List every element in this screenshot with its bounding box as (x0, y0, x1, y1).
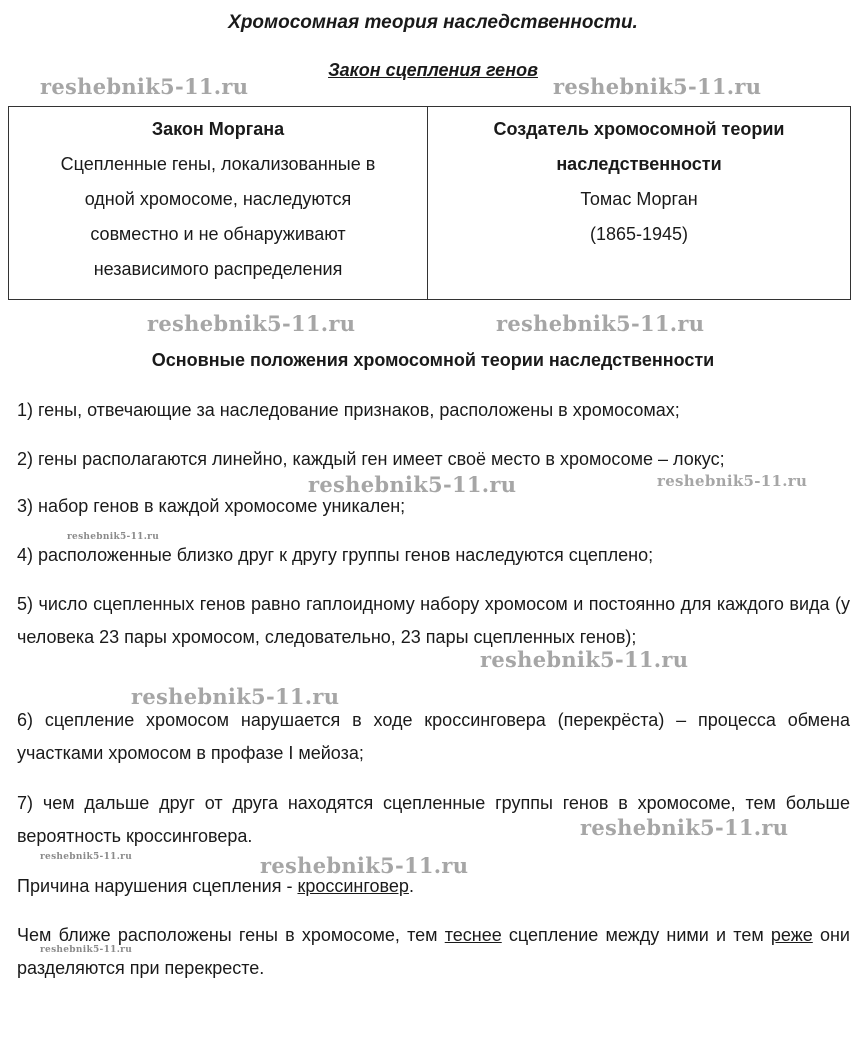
creator-heading-line: наследственности (556, 154, 722, 174)
watermark: reshebnik5-11.ru (308, 472, 517, 497)
creator-heading-line: Создатель хромосомной теории (493, 119, 785, 139)
section-heading: Основные положения хромосомной теории наследственности (151, 350, 715, 370)
closing-paragraph (17, 919, 850, 985)
morgan-law-line: совместно и не обнаруживают (90, 224, 346, 244)
watermark: reshebnik5-11.ru (580, 815, 789, 840)
watermark: reshebnik5-11.ru (553, 74, 762, 99)
point-2: 2) гены располагаются линейно, каждый ген имеет своё место в хромосоме – локус; (17, 449, 725, 469)
morgan-law-line: одной хромосоме, наследуются (84, 189, 352, 209)
closing-term-closer: теснее (444, 925, 502, 945)
closing-part-2: сцепление между ними и тем (501, 925, 771, 945)
creator-cell (428, 107, 851, 300)
watermark: reshebnik5-11.ru (260, 853, 469, 878)
watermark: reshebnik5-11.ru (131, 684, 340, 709)
point-3: 3) набор генов в каждой хромосоме уникален; (17, 496, 406, 516)
watermark: reshebnik5-11.ru (40, 74, 249, 99)
point-1: 1) гены, отвечающие за наследование признаков, расположены в хромосомах; (17, 400, 680, 420)
morgan-law-cell (9, 107, 428, 300)
watermark: reshebnik5-11.ru (40, 945, 133, 955)
watermark: reshebnik5-11.ru (496, 311, 705, 336)
watermark: reshebnik5-11.ru (147, 311, 356, 336)
point-7: 7) чем дальше друг от друга находятся сцепленные группы генов в хромосоме, тем больше вероятность кроссинговера. (17, 793, 850, 846)
point-6: 6) сцепление хромосом нарушается в ходе кроссинговера (перекрёста) – процесса обмена участками хромосом в профазе I мейоза; (17, 710, 850, 763)
cause-term: кроссинговер (297, 876, 409, 896)
watermark: reshebnik5-11.ru (657, 472, 808, 490)
watermark: reshebnik5-11.ru (480, 647, 689, 672)
closing-term-rarer: реже (770, 925, 813, 945)
morgan-law-line: независимого распределения (93, 259, 343, 279)
morgan-law-line: Сцепленные гены, локализованные в (60, 154, 376, 174)
cause-text: Причина нарушения сцепления - (17, 876, 298, 896)
creator-years: (1865-1945) (589, 224, 689, 244)
point-5: 5) число сцепленных генов равно гаплоидному набору хромосом и постоянно для каждого вида (у человека 23 пары хромосом, следовательно, 23 пары сцепленных генов); (17, 594, 850, 647)
watermark: reshebnik5-11.ru (40, 852, 133, 862)
page-subtitle: Закон сцепления генов (328, 60, 538, 80)
point-4: 4) расположенные близко друг к другу группы генов наследуются сцеплено; (17, 545, 654, 565)
cause-end: . (408, 876, 414, 896)
morgan-law-heading: Закон Моргана (151, 119, 285, 139)
creator-name: Томас Морган (580, 189, 698, 209)
law-table (8, 106, 851, 300)
closing-part-3: они разделяются при перекресте. (17, 925, 850, 978)
page-title: Хромосомная теория наследственности. (228, 12, 638, 33)
closing-part-1: Чем ближе расположены гены в хромосоме, тем (17, 925, 445, 945)
watermark: reshebnik5-11.ru (67, 532, 160, 542)
